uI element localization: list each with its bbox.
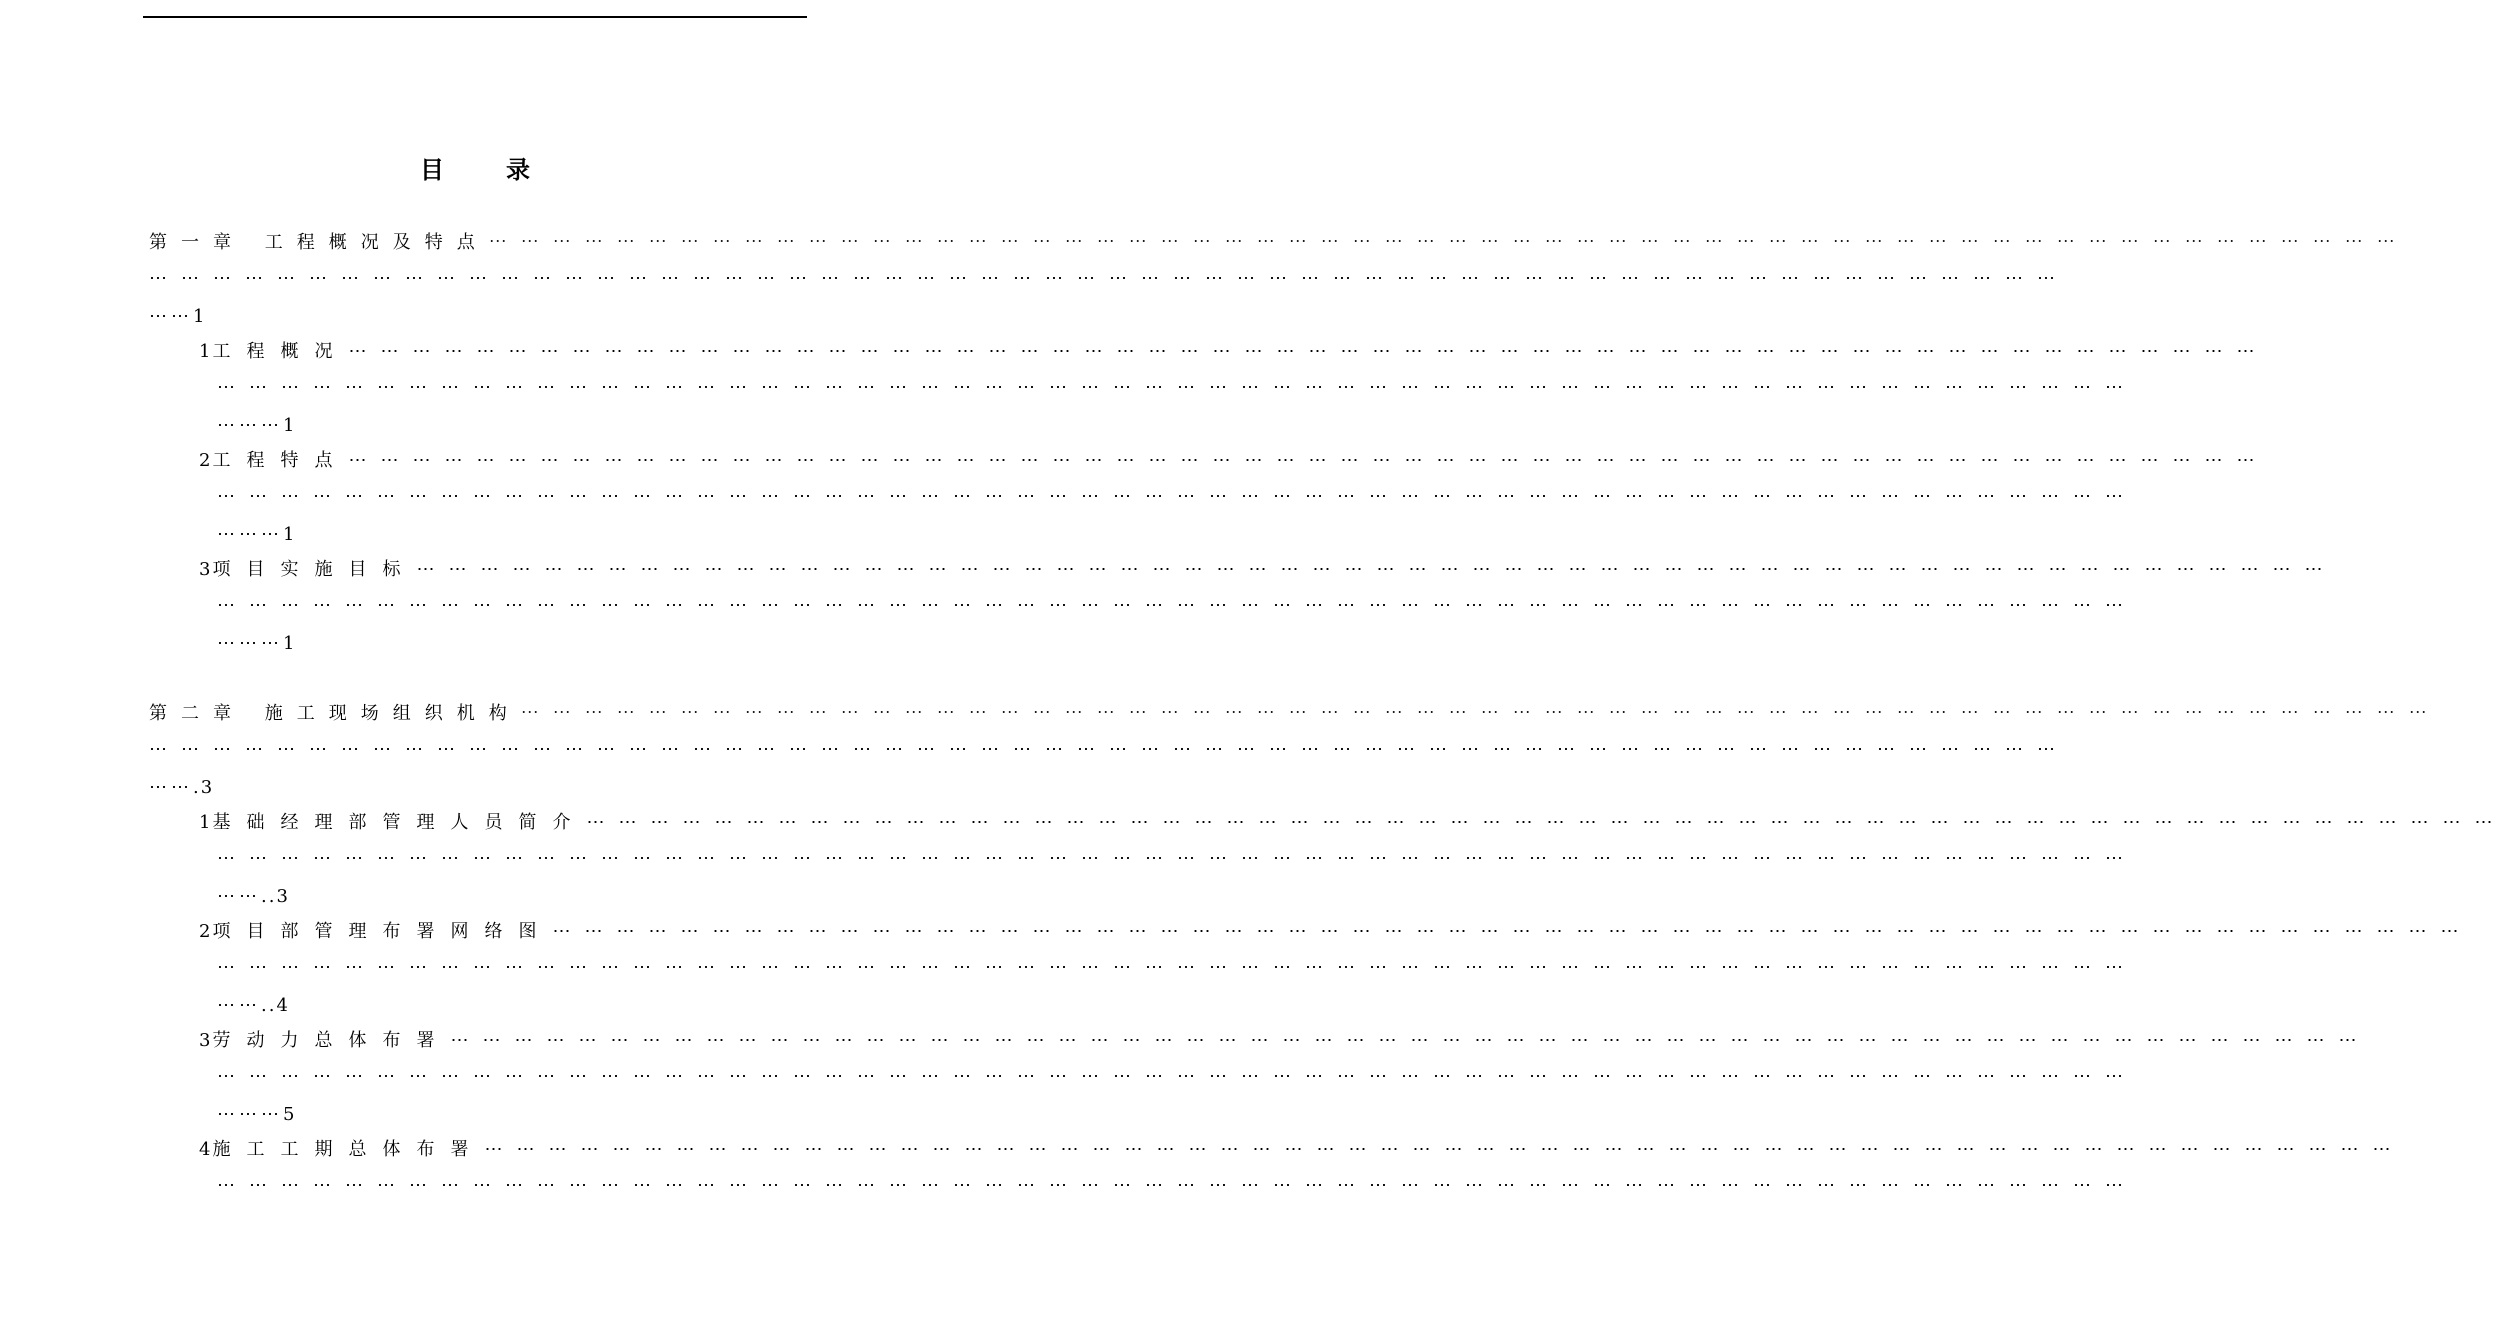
toc-chapter-2[interactable] xyxy=(149,703,2441,725)
dot-leader: ⋯⋯⋯⋯⋯⋯⋯⋯⋯⋯⋯⋯⋯⋯⋯⋯⋯⋯⋯⋯⋯⋯⋯⋯⋯⋯⋯⋯⋯⋯⋯⋯⋯⋯⋯⋯⋯⋯⋯⋯⋯⋯⋯⋯⋯⋯⋯⋯⋯⋯⋯⋯⋯⋯⋯⋯⋯⋯⋯⋯ xyxy=(488,232,2409,253)
dot-leader-line: ⋯⋯⋯⋯⋯⋯⋯⋯⋯⋯⋯⋯⋯⋯⋯⋯⋯⋯⋯⋯⋯⋯⋯⋯⋯⋯⋯⋯⋯⋯⋯⋯⋯⋯⋯⋯⋯⋯⋯⋯⋯⋯⋯⋯⋯⋯⋯⋯⋯⋯⋯⋯⋯⋯⋯⋯⋯⋯⋯⋯ xyxy=(217,595,2137,616)
header-rule xyxy=(143,16,807,18)
dot-leader-line: ⋯⋯⋯⋯⋯⋯⋯⋯⋯⋯⋯⋯⋯⋯⋯⋯⋯⋯⋯⋯⋯⋯⋯⋯⋯⋯⋯⋯⋯⋯⋯⋯⋯⋯⋯⋯⋯⋯⋯⋯⋯⋯⋯⋯⋯⋯⋯⋯⋯⋯⋯⋯⋯⋯⋯⋯⋯⋯⋯⋯ xyxy=(217,377,2137,398)
toc-section-1-1-page-line: ⋯⋯⋯1 xyxy=(217,415,297,436)
toc-section-1-2[interactable] xyxy=(199,450,2269,472)
dot-leader: ⋯⋯⋯⋯⋯⋯⋯⋯⋯⋯⋯⋯⋯⋯⋯⋯⋯⋯⋯⋯⋯⋯⋯⋯⋯⋯⋯⋯⋯⋯⋯⋯⋯⋯⋯⋯⋯⋯⋯⋯⋯⋯⋯⋯⋯⋯⋯⋯⋯⋯⋯⋯⋯⋯⋯⋯⋯⋯⋯⋯ xyxy=(348,341,2269,362)
section-number: 3 xyxy=(199,559,213,580)
toc-section-1-3[interactable] xyxy=(199,559,2337,581)
page-number: ..3 xyxy=(261,886,290,907)
dot-leader-line: ⋯⋯⋯⋯⋯⋯⋯⋯⋯⋯⋯⋯⋯⋯⋯⋯⋯⋯⋯⋯⋯⋯⋯⋯⋯⋯⋯⋯⋯⋯⋯⋯⋯⋯⋯⋯⋯⋯⋯⋯⋯⋯⋯⋯⋯⋯⋯⋯⋯⋯⋯⋯⋯⋯⋯⋯⋯⋯⋯⋯ xyxy=(149,739,2069,760)
toc-chapter-1-page-line: ⋯⋯1 xyxy=(149,306,207,327)
chapter-title: 施工现场组织机构 xyxy=(264,703,521,724)
section-number: 2 xyxy=(199,450,213,471)
dot-leader-line: ⋯⋯⋯⋯⋯⋯⋯⋯⋯⋯⋯⋯⋯⋯⋯⋯⋯⋯⋯⋯⋯⋯⋯⋯⋯⋯⋯⋯⋯⋯⋯⋯⋯⋯⋯⋯⋯⋯⋯⋯⋯⋯⋯⋯⋯⋯⋯⋯⋯⋯⋯⋯⋯⋯⋯⋯⋯⋯⋯⋯ xyxy=(217,848,2137,869)
page-number: 1 xyxy=(283,633,297,654)
toc-section-2-2-page-line: ⋯⋯..4 xyxy=(217,995,290,1016)
dot-leader: ⋯⋯⋯⋯⋯⋯⋯⋯⋯⋯⋯⋯⋯⋯⋯⋯⋯⋯⋯⋯⋯⋯⋯⋯⋯⋯⋯⋯⋯⋯⋯⋯⋯⋯⋯⋯⋯⋯⋯⋯⋯⋯⋯⋯⋯⋯⋯⋯⋯⋯⋯⋯⋯⋯⋯⋯⋯⋯⋯⋯ xyxy=(348,450,2269,471)
section-number: 2 xyxy=(199,921,213,942)
section-number: 1 xyxy=(199,341,213,362)
section-number: 1 xyxy=(199,812,213,833)
chapter-label: 第二章 xyxy=(149,703,245,724)
dot-leader: ⋯⋯⋯⋯⋯⋯⋯⋯⋯⋯⋯⋯⋯⋯⋯⋯⋯⋯⋯⋯⋯⋯⋯⋯⋯⋯⋯⋯⋯⋯⋯⋯⋯⋯⋯⋯⋯⋯⋯⋯⋯⋯⋯⋯⋯⋯⋯⋯⋯⋯⋯⋯⋯⋯⋯⋯⋯⋯⋯⋯ xyxy=(552,921,2473,942)
section-number: 4 xyxy=(199,1139,213,1160)
dot-leader-line: ⋯⋯⋯⋯⋯⋯⋯⋯⋯⋯⋯⋯⋯⋯⋯⋯⋯⋯⋯⋯⋯⋯⋯⋯⋯⋯⋯⋯⋯⋯⋯⋯⋯⋯⋯⋯⋯⋯⋯⋯⋯⋯⋯⋯⋯⋯⋯⋯⋯⋯⋯⋯⋯⋯⋯⋯⋯⋯⋯⋯ xyxy=(217,1066,2137,1087)
page-number: .3 xyxy=(193,777,215,798)
dot-leader-line: ⋯⋯⋯⋯⋯⋯⋯⋯⋯⋯⋯⋯⋯⋯⋯⋯⋯⋯⋯⋯⋯⋯⋯⋯⋯⋯⋯⋯⋯⋯⋯⋯⋯⋯⋯⋯⋯⋯⋯⋯⋯⋯⋯⋯⋯⋯⋯⋯⋯⋯⋯⋯⋯⋯⋯⋯⋯⋯⋯⋯ xyxy=(217,1175,2137,1196)
dot-leader: ⋯⋯⋯⋯⋯⋯⋯⋯⋯⋯⋯⋯⋯⋯⋯⋯⋯⋯⋯⋯⋯⋯⋯⋯⋯⋯⋯⋯⋯⋯⋯⋯⋯⋯⋯⋯⋯⋯⋯⋯⋯⋯⋯⋯⋯⋯⋯⋯⋯⋯⋯⋯⋯⋯⋯⋯⋯⋯⋯⋯ xyxy=(586,812,2506,833)
toc-section-1-1[interactable] xyxy=(199,341,2269,363)
section-title: 项目部管理布署网络图 xyxy=(212,921,553,942)
toc-section-2-1[interactable] xyxy=(199,812,2506,834)
section-title: 项目实施目标 xyxy=(212,559,417,580)
dot-leader: ⋯⋯⋯⋯⋯⋯⋯⋯⋯⋯⋯⋯⋯⋯⋯⋯⋯⋯⋯⋯⋯⋯⋯⋯⋯⋯⋯⋯⋯⋯⋯⋯⋯⋯⋯⋯⋯⋯⋯⋯⋯⋯⋯⋯⋯⋯⋯⋯⋯⋯⋯⋯⋯⋯⋯⋯⋯⋯⋯⋯ xyxy=(450,1030,2371,1051)
page-number: 1 xyxy=(283,524,297,545)
page-number: ..4 xyxy=(261,995,290,1016)
dot-leader: ⋯⋯⋯⋯⋯⋯⋯⋯⋯⋯⋯⋯⋯⋯⋯⋯⋯⋯⋯⋯⋯⋯⋯⋯⋯⋯⋯⋯⋯⋯⋯⋯⋯⋯⋯⋯⋯⋯⋯⋯⋯⋯⋯⋯⋯⋯⋯⋯⋯⋯⋯⋯⋯⋯⋯⋯⋯⋯⋯⋯ xyxy=(484,1139,2405,1160)
section-number: 3 xyxy=(199,1030,213,1051)
dot-leader-line: ⋯⋯⋯⋯⋯⋯⋯⋯⋯⋯⋯⋯⋯⋯⋯⋯⋯⋯⋯⋯⋯⋯⋯⋯⋯⋯⋯⋯⋯⋯⋯⋯⋯⋯⋯⋯⋯⋯⋯⋯⋯⋯⋯⋯⋯⋯⋯⋯⋯⋯⋯⋯⋯⋯⋯⋯⋯⋯⋯⋯ xyxy=(217,957,2137,978)
toc-section-2-2[interactable] xyxy=(199,921,2473,943)
toc-section-2-1-page-line: ⋯⋯..3 xyxy=(217,886,290,907)
dot-leader-line: ⋯⋯⋯⋯⋯⋯⋯⋯⋯⋯⋯⋯⋯⋯⋯⋯⋯⋯⋯⋯⋯⋯⋯⋯⋯⋯⋯⋯⋯⋯⋯⋯⋯⋯⋯⋯⋯⋯⋯⋯⋯⋯⋯⋯⋯⋯⋯⋯⋯⋯⋯⋯⋯⋯⋯⋯⋯⋯⋯⋯ xyxy=(149,268,2069,289)
dot-leader: ⋯⋯⋯⋯⋯⋯⋯⋯⋯⋯⋯⋯⋯⋯⋯⋯⋯⋯⋯⋯⋯⋯⋯⋯⋯⋯⋯⋯⋯⋯⋯⋯⋯⋯⋯⋯⋯⋯⋯⋯⋯⋯⋯⋯⋯⋯⋯⋯⋯⋯⋯⋯⋯⋯⋯⋯⋯⋯⋯⋯ xyxy=(416,559,2337,580)
page-number: 5 xyxy=(283,1104,297,1125)
toc-section-2-4[interactable] xyxy=(199,1139,2405,1161)
section-title: 基础经理部管理人员简介 xyxy=(212,812,587,833)
toc-section-1-2-page-line: ⋯⋯⋯1 xyxy=(217,524,297,545)
toc-title: 目录 xyxy=(420,155,592,184)
toc-chapter-2-page-line: ⋯⋯.3 xyxy=(149,777,215,798)
dot-leader-line: ⋯⋯⋯⋯⋯⋯⋯⋯⋯⋯⋯⋯⋯⋯⋯⋯⋯⋯⋯⋯⋯⋯⋯⋯⋯⋯⋯⋯⋯⋯⋯⋯⋯⋯⋯⋯⋯⋯⋯⋯⋯⋯⋯⋯⋯⋯⋯⋯⋯⋯⋯⋯⋯⋯⋯⋯⋯⋯⋯⋯ xyxy=(217,486,2137,507)
section-title: 施工工期总体布署 xyxy=(212,1139,485,1160)
toc-section-2-3-page-line: ⋯⋯⋯5 xyxy=(217,1104,297,1125)
toc-section-2-3[interactable] xyxy=(199,1030,2371,1052)
chapter-title: 工程概况及特点 xyxy=(264,232,489,253)
toc-chapter-1[interactable] xyxy=(149,232,2409,254)
page-number: 1 xyxy=(283,415,297,436)
chapter-label: 第一章 xyxy=(149,232,245,253)
toc-section-1-3-page-line: ⋯⋯⋯1 xyxy=(217,633,297,654)
section-title: 工程特点 xyxy=(212,450,349,471)
page-number: 1 xyxy=(193,306,207,327)
dot-leader: ⋯⋯⋯⋯⋯⋯⋯⋯⋯⋯⋯⋯⋯⋯⋯⋯⋯⋯⋯⋯⋯⋯⋯⋯⋯⋯⋯⋯⋯⋯⋯⋯⋯⋯⋯⋯⋯⋯⋯⋯⋯⋯⋯⋯⋯⋯⋯⋯⋯⋯⋯⋯⋯⋯⋯⋯⋯⋯⋯⋯ xyxy=(520,703,2441,724)
section-title: 劳动力总体布署 xyxy=(212,1030,451,1051)
section-title: 工程概况 xyxy=(212,341,349,362)
